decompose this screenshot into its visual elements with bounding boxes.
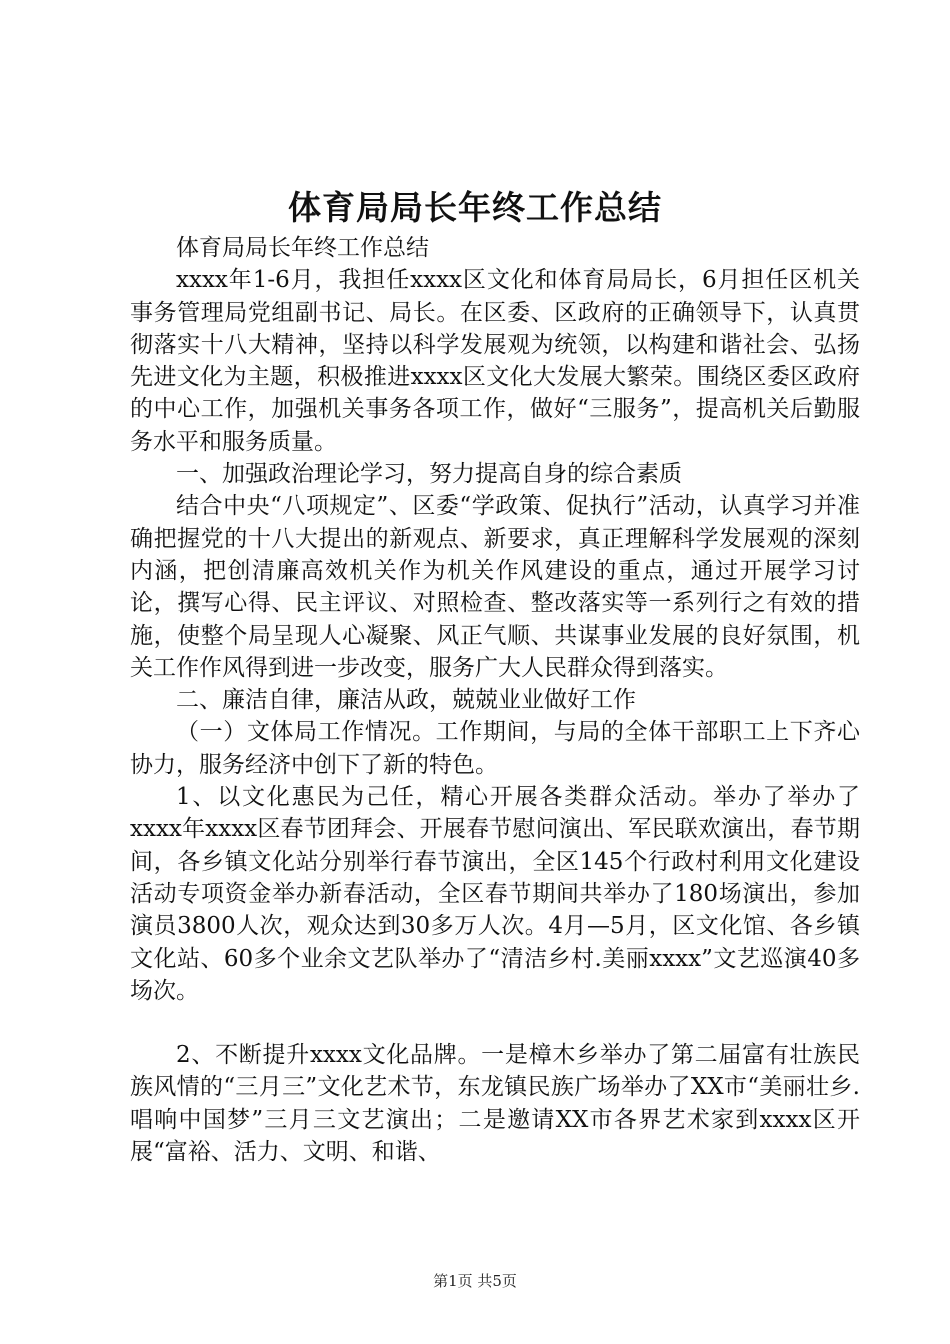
paragraph-item-1: 1、以文化惠民为己任，精心开展各类群众活动。举办了举办了xxxx年xxxx区春节团拜会、开展春节慰问演出、军民联欢演出，春节期间，各乡镇文化站分别举行春节演出，全区145个行政村利用文化建设活动专项资金举办新春活动，全区春节期间共举办了180场演出，参加演员3800人次，观众达到30多万人次。4月—5月，区文化馆、各乡镇文化站、60多个业余文艺队举办了“清洁乡村.美丽xxxx”文艺巡演40多场次。 <box>130 784 860 1004</box>
paragraph-item-2: 2、不断提升xxxx文化品牌。一是樟木乡举办了第二届富有壮族民族风情的“三月三”文化艺术节，东龙镇民族广场举办了XX市“美丽壮乡.唱响中国梦”三月三文艺演出；二是邀请XX市各界艺术家到xxxx区开展“富裕、活力、文明、和谐、 <box>130 1042 860 1166</box>
document-body <box>130 232 860 1168</box>
paragraph-section-1: 结合中央“八项规定”、区委“学政策、促执行”活动，认真学习并准确把握党的十八大提出的新观点、新要求，真正理解科学发展观的深刻内涵，把创清廉高效机关作为机关作风建设的重点，通过开展学习讨论，撰写心得、民主评议、对照检查、整改落实等一系列行之有效的措施，使整个局呈现人心凝聚、风正气顺、共谋事业发展的良好氛围，机关工作作风得到进一步改变，服务广大人民群众得到落实。 <box>130 493 860 681</box>
paragraph-subsection-1: （一）文体局工作情况。工作期间，与局的全体干部职工上下齐心协力，服务经济中创下了新的特色。 <box>130 719 860 778</box>
section-heading-2: 二、廉洁自律，廉洁从政，兢兢业业做好工作 <box>176 687 636 714</box>
page-footer: 第1页 共5页 <box>433 1272 517 1290</box>
paragraph-spacer <box>130 1007 860 1039</box>
paragraph-subtitle: 体育局局长年终工作总结 <box>176 235 429 261</box>
document-title: 体育局局长年终工作总结 <box>288 188 662 227</box>
paragraph-intro: xxxx年1-6月，我担任xxxx区文化和体育局局长，6月担任区机关事务管理局党组副书记、局长。在区委、区政府的正确领导下，认真贯彻落实十八大精神，坚持以科学发展观为统领，以构建和谐社会、弘扬先进文化为主题，积极推进xxxx区文化大发展大繁荣。围绕区委区政府的中心工作，加强机关事务各项工作，做好“三服务”，提高机关后勤服务水平和服务质量。 <box>130 267 860 455</box>
section-heading-1: 一、加强政治理论学习，努力提高自身的综合素质 <box>176 461 682 488</box>
